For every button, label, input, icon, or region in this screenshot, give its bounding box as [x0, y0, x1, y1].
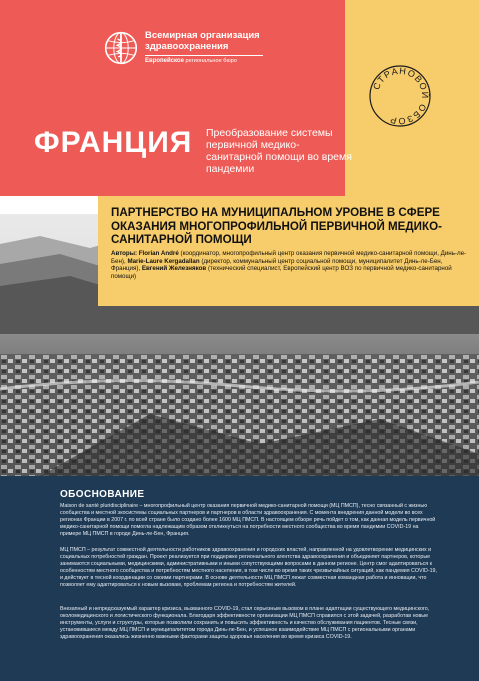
author1-name: Florian André — [138, 250, 179, 257]
headline: ПАРТНЕРСТВО НА МУНИЦИПАЛЬНОМ УРОВНЕ В СФЕРЕ ОКАЗАНИЯ МНОГОПРОФИЛЬНОЙ ПЕРВИЧНОЙ МЕДИКО-САНИТАРНОЙ ПОМОЩИ — [111, 206, 442, 246]
org-name-line2: здравоохранения — [145, 41, 229, 52]
badge-text: СТРАНОВОЙ ОБЗОР — [371, 65, 431, 127]
section-title: ОБОСНОВАНИЕ — [60, 489, 145, 500]
rationale-paragraph-1: Maison de santé pluridisciplinaire – многопрофильный центр оказания первичной медико-санитарной помощи (МЦ ПМСП), тесно связанный с жизнью сообщества и местной экосистемы социальных партнеров и партнеров в области здравоохранения. С момента внедрения данной модели во всех регионах Франции в 2007 г. по всей стране было создано более 1600 МЦ ПМСП. В настоящем обзоре речь пойдет о том, как данная модель первичной медико-санитарной помощи помогла надлежащим образом откликнуться на потребности местного сообщества во время пандемии COVID-19 на примере МЦ ПМСП в городе Динь-ле-Бен, Франция. — [60, 503, 436, 537]
author3-name: Евгений Железняков — [141, 265, 207, 273]
org-name-line1: Всемирная организация — [145, 30, 260, 41]
rationale-paragraph-2: МЦ ПМСП – результат совместной деятельности работников здравоохранения и городских властей, направленной на удовлетворение медицинских и социальных потребностей граждан. Проект реализуется при поддержке регионального агентства здравоохранения и объединяет партнеров, которые занимаются социальными, медицинскими, административными и иными сопутствующими вопросами в данном регионе. Центр смог адаптироваться к особенностям местного сообщества и потребностям местного населения, в том числе во время таких чрезвычайных ситуаций, как пандемия COVID-19, и действует в тесной координации со своими партнерами. В основе деятельности МЦ ПМСП лежат совместная командная работа и инновации, что позволяет ему адаптироваться к новым вызовам, проблемам региона и потребностям жителей. — [60, 547, 437, 588]
author3-role: (технический специалист, Европейский центр ВОЗ по первичной медико-санитарной помощи) — [111, 265, 452, 281]
author1-role: (координатор, многопрофильный центр оказания первичной медико-санитарной помощи, Динь-ле-Бен), — [111, 250, 467, 265]
rationale-paragraph-3: Внезапный и непредсказуемый характер кризиса, вызванного COVID-19, стал серьезным вызовом в плане адаптации существующего медицинского, околомедицинского и логистического функционала. Благодаря эффективности организации МЦ ПМСП справился с этой задачей, разработав новые инструменты, услуги и структуры, которые позволили сохранить и повысить эффективность и качество обслуживания пациентов. Тесные связи, установившиеся между МЦ ПМСП и муниципалитетом города Динь-ле-Бен, и успешное взаимодействие МЦ ПМСП с региональными органами здравоохранения оказались жизненно важными факторами защиты здоровья населения во время кризиса COVID-19. — [60, 606, 430, 640]
authors-block — [111, 250, 467, 281]
who-logo — [103, 30, 263, 66]
org-region — [145, 58, 263, 65]
logo-divider — [145, 55, 263, 56]
org-region-rest: региональное бюро — [185, 58, 237, 64]
author2-role: (директор, коммунальный центр социальной помощи, муниципалитет Динь-ле-Бен, Франция), — [111, 257, 443, 273]
country-title: ФРАНЦИЯ — [34, 126, 193, 159]
org-region-bold: Европейское — [145, 58, 184, 64]
page-subtitle: Преобразование системы первичной медико-санитарной помощи во время пандемии — [206, 127, 352, 175]
authors-label: Авторы: — [111, 250, 138, 257]
who-emblem-icon — [103, 30, 139, 66]
country-review-badge — [368, 64, 432, 128]
author2-name: Marie-Laure Kergadallan — [127, 257, 200, 265]
